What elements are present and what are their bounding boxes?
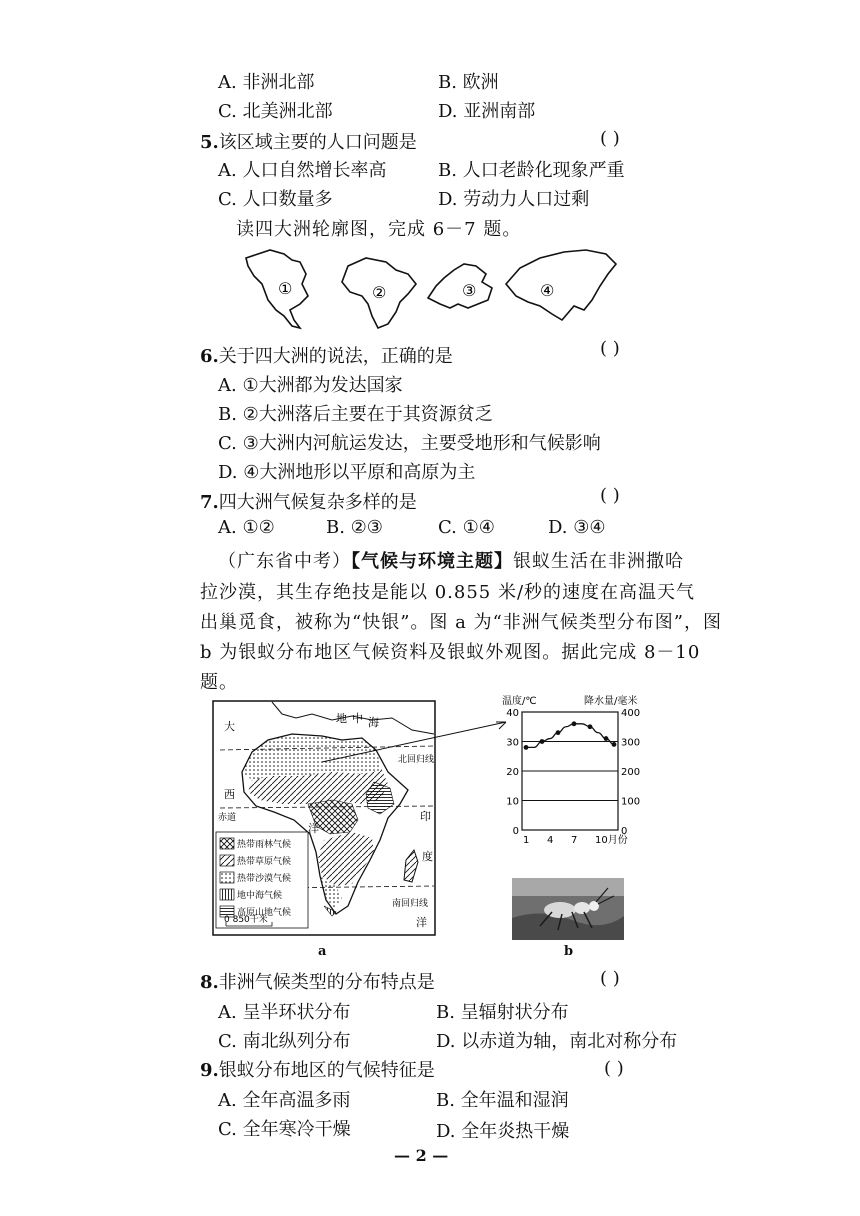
question-9-answer-paren: ( ) (604, 1058, 624, 1079)
chart-temperature-point (572, 721, 577, 726)
question-5-answer-paren: ( ) (600, 128, 620, 149)
question-5-number: 5. (200, 132, 219, 153)
chart-temperature-line (526, 724, 614, 748)
q8-option-c: C. 南北纵列分布 (218, 1031, 351, 1052)
q5-option-d: D. 劳动力人口过剩 (438, 189, 590, 210)
q7-option-d: D. ③④ (548, 517, 606, 538)
question-8-stem: 非洲气候类型的分布特点是 (218, 972, 435, 993)
chart-ylabel-right: 降水量/毫米 (584, 696, 638, 707)
q6-option-a: A. ①大洲都为发达国家 (218, 375, 403, 396)
continent-outline-3 (428, 264, 492, 308)
chart-x-tick-label: 1 (523, 835, 530, 846)
pointer-arrow (320, 716, 520, 766)
q7-option-a: A. ①② (218, 517, 275, 538)
chart-temperature-point (604, 736, 609, 741)
question-9 (200, 1056, 435, 1082)
continent-outlines-figure (240, 244, 620, 336)
passage-line-1 (218, 547, 684, 573)
q8-option-a: A. 呈半环状分布 (218, 1002, 351, 1023)
question-9-stem: 银蚁分布地区的气候特征是 (218, 1060, 435, 1081)
chart-temperature-point (524, 745, 529, 750)
chart-x-tick-label: 10月份 (595, 835, 628, 846)
question-7-stem: 四大洲气候复杂多样的是 (218, 492, 417, 513)
chart-right-tick-label: 400 (621, 708, 641, 719)
q9-option-a: A. 全年高温多雨 (218, 1090, 351, 1111)
q6-option-d: D. ④大洲地形以平原和高原为主 (218, 462, 476, 483)
passage-line-2: 拉沙漠，其生存绝技是能以 0.855 米/秒的速度在高温天气 (200, 582, 696, 603)
chart-x-tick-label: 4 (547, 835, 554, 846)
passage-theme: 【气候与环境主题】 (351, 551, 513, 572)
chart-ylabel-left: 温度/℃ (502, 696, 537, 707)
chart-left-tick-label: 40 (506, 708, 519, 719)
chart-right-tick-label: 0 (621, 826, 628, 837)
continent-label-1: ① (278, 279, 293, 298)
question-9-number: 9. (200, 1060, 219, 1081)
q8-option-b: B. 呈辐射状分布 (436, 1002, 569, 1023)
continent-label-2: ② (372, 283, 387, 302)
chart-temperature-series (524, 721, 617, 749)
question-8 (200, 968, 435, 994)
chart-temperature-point (588, 724, 593, 729)
q4-option-c: C. 北美洲北部 (218, 101, 333, 122)
question-8-answer-paren: ( ) (600, 968, 620, 989)
question-6 (200, 342, 453, 368)
q6-option-c: C. ③大洲内河航运发达，主要受地形和气候影响 (218, 433, 601, 454)
q5-option-a: A. 人口自然增长率高 (218, 160, 387, 181)
legend-highland: 高原山地气候 (237, 908, 292, 918)
question-8-number: 8. (200, 972, 219, 993)
chart-frame (522, 712, 618, 830)
legend-rainforest: 热带雨林气候 (237, 840, 292, 850)
silver-ant-photo (512, 878, 624, 940)
map-label-yin: 印 (420, 810, 431, 823)
question-7 (200, 488, 417, 514)
legend-savanna: 热带草原气候 (237, 857, 292, 867)
q7-option-c: C. ①④ (438, 517, 495, 538)
continent-outline-4 (506, 250, 616, 320)
map-scale: 0 850千米 (224, 915, 268, 925)
q4-option-a: A. 非洲北部 (218, 72, 315, 93)
legend-mediterranean: 地中海气候 (237, 891, 283, 901)
chart-right-tick-label: 100 (621, 796, 641, 808)
map-label-zhong: 中 (352, 712, 363, 725)
passage-line-4: b 为银蚁分布地区气候资料及银蚁外观图。据此完成 8－10 (200, 642, 701, 663)
map-label-yang2: 洋 (416, 916, 427, 929)
legend-desert: 热带沙漠气候 (237, 874, 292, 884)
passage-line-5: 题。 (200, 672, 238, 693)
chart-right-ticks (621, 708, 640, 837)
chart-right-tick-label: 300 (621, 737, 641, 749)
chart-x-ticks (523, 834, 628, 846)
q5-option-c: C. 人口数量多 (218, 189, 333, 210)
q4-option-b: B. 欧洲 (438, 72, 499, 93)
chart-left-ticks (506, 708, 519, 837)
chart-left-tick-label: 10 (506, 796, 519, 808)
question-7-answer-paren: ( ) (600, 485, 620, 506)
chart-right-tick-label: 200 (621, 767, 641, 778)
map-label-di: 地 (336, 712, 347, 725)
continent-label-3: ③ (462, 281, 477, 300)
passage-source: （广东省中考） (218, 551, 351, 572)
q9-option-b: B. 全年温和湿润 (436, 1090, 569, 1111)
q4-option-d: D. 亚洲南部 (438, 101, 536, 122)
map-label-chidao: 赤道 (218, 813, 237, 823)
chart-left-tick-label: 0 (512, 826, 519, 837)
map-label-hai: 海 (368, 716, 379, 729)
page-number: — 2 — (394, 1146, 449, 1165)
climate-chart (500, 690, 660, 860)
q8-option-d: D. 以赤道为轴，南北对称分布 (436, 1031, 678, 1052)
passage-line-3: 出巢觅食，被称为“快银”。图 a 为“非洲气候类型分布图”，图 (200, 612, 722, 633)
chart-temperature-point (556, 730, 561, 735)
q6-option-b: B. ②大洲落后主要在于其资源贫乏 (218, 404, 493, 425)
figure-b-caption: b (564, 944, 574, 959)
question-5-stem: 该区域主要的人口问题是 (218, 132, 417, 153)
map-label-yang: 洋 (308, 822, 319, 835)
question-6-number: 6. (200, 346, 219, 367)
map-label-da: 大 (224, 720, 235, 733)
chart-left-tick-label: 20 (506, 767, 519, 778)
chart-x-tick-label: 7 (571, 835, 578, 846)
q9-option-d: D. 全年炎热干燥 (436, 1121, 570, 1142)
map-label-du: 度 (422, 850, 433, 863)
chart-temperature-point (540, 739, 545, 744)
passage-line-1-rest: 银蚁生活在非洲撒哈 (513, 551, 684, 572)
question-6-stem: 关于四大洲的说法，正确的是 (218, 346, 453, 367)
question-6-answer-paren: ( ) (600, 338, 620, 359)
chart-temperature-point (612, 742, 617, 747)
q7-option-b: B. ②③ (326, 517, 383, 538)
q9-option-c: C. 全年寒冷干燥 (218, 1119, 351, 1140)
map-label-north-tropic: 北回归线 (398, 755, 435, 765)
continent-outline-1 (246, 250, 308, 328)
question-5 (200, 128, 417, 154)
chart-left-tick-label: 30 (506, 737, 519, 749)
q5-option-b: B. 人口老龄化现象严重 (438, 160, 625, 181)
figure-a-caption: a (318, 944, 327, 959)
intro-6-7: 读四大洲轮廓图，完成 6－7 题。 (236, 219, 522, 240)
question-7-number: 7. (200, 492, 219, 513)
map-label-south-tropic: 南回归线 (392, 899, 429, 909)
map-label-xi: 西 (224, 788, 235, 801)
continent-label-4: ④ (540, 281, 555, 300)
